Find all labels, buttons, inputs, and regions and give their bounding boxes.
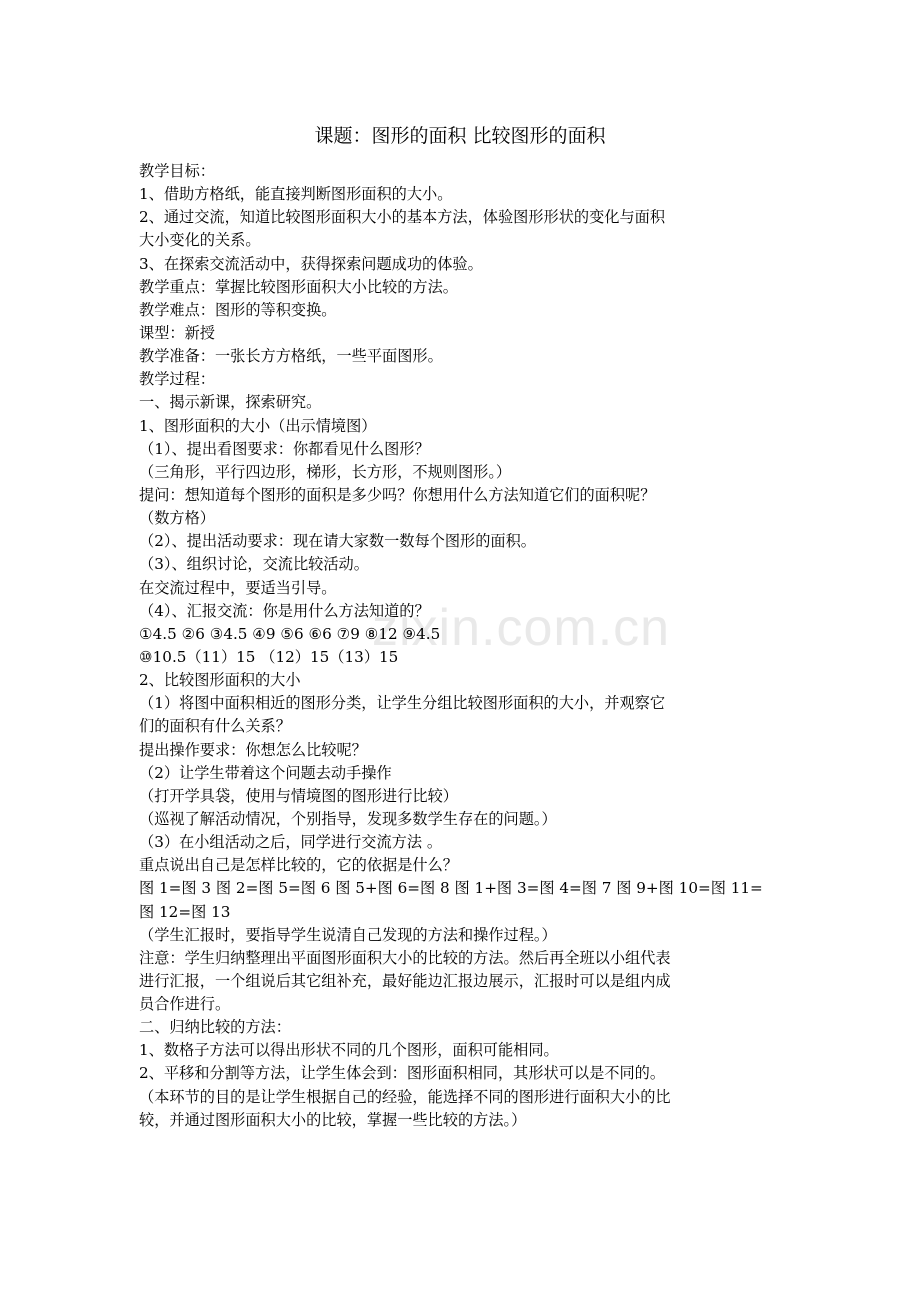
text-line: 重点说出自己是怎样比较的，它的依据是什么？ — [139, 856, 458, 875]
text-line: 图 12=图 13 — [139, 902, 231, 921]
text-line: 课型：新授 — [139, 323, 215, 342]
text-line: 进行汇报，一个组说后其它组补充，最好能边汇报边展示，汇报时可以是组内成 — [139, 971, 671, 990]
text-line: 图 1=图 3 图 2=图 5=图 6 图 5+图 6=图 8 图 1+图 3=图 4=图 7 图 9+图 10=图 11= — [139, 879, 763, 898]
text-line: （2）让学生带着这个问题去动手操作 — [139, 763, 392, 782]
text-line: 教学准备：一张长方方格纸，一些平面图形。 — [139, 347, 443, 366]
text-line: （打开学具袋，使用与情境图的图形进行比较） — [139, 786, 458, 805]
text-line: （1）将图中面积相近的图形分类，让学生分组比较图形面积的大小，并观察它 — [139, 694, 666, 713]
text-line: 较，并通过图形面积大小的比较，掌握一些比较的方法。） — [139, 1110, 527, 1129]
text-line: 3、在探索交流活动中，获得探索问题成功的体验。 — [139, 254, 483, 273]
text-line: 注意：学生归纳整理出平面图形面积大小的比较的方法。然后再全班以小组代表 — [139, 948, 671, 967]
text-line: 2、通过交流，知道比较图形面积大小的基本方法，体验图形形状的变化与面积 — [139, 208, 666, 227]
text-line: 1、数格子方法可以得出形状不同的几个图形，面积可能相同。 — [139, 1041, 559, 1060]
text-line: 提问：想知道每个图形的面积是多少吗？你想用什么方法知道它们的面积呢？ — [139, 485, 656, 504]
watermark: zixin.com.cn — [372, 599, 671, 657]
document-body — [139, 160, 799, 1132]
text-line: 教学过程： — [139, 370, 215, 389]
text-line: 2、比较图形面积的大小 — [139, 671, 301, 690]
text-line: （三角形，平行四边形，梯形，长方形，不规则图形。） — [139, 462, 512, 481]
text-line: （3）在小组活动之后，同学进行交流方法 。 — [139, 833, 443, 852]
text-line: （2）、提出活动要求：现在请大家数一数每个图形的面积。 — [139, 532, 536, 551]
text-line: 1、借助方格纸，能直接判断图形面积的大小。 — [139, 185, 453, 204]
text-line: 教学重点：掌握比较图形面积大小比较的方法。 — [139, 277, 458, 296]
text-line: （3）、组织讨论，交流比较活动。 — [139, 555, 369, 574]
text-line: （数方格） — [139, 509, 215, 528]
text-line: 一、揭示新课，探索研究。 — [139, 393, 322, 412]
text-line: （本环节的目的是让学生根据自己的经验，能选择不同的图形进行面积大小的比 — [139, 1087, 671, 1106]
text-line: （1）、提出看图要求：你都看见什么图形？ — [139, 439, 430, 458]
text-line: 1、图形面积的大小（出示情境图） — [139, 416, 377, 435]
text-line: 大小变化的关系。 — [139, 231, 261, 250]
text-line: 们的面积有什么关系？ — [139, 717, 291, 736]
text-line: 二、归纳比较的方法： — [139, 1018, 291, 1037]
text-line: 教学难点：图形的等积变换。 — [139, 300, 337, 319]
text-line: （巡视了解活动情况，个别指导，发现多数学生存在的问题。） — [139, 809, 557, 828]
text-line: 教学目标： — [139, 162, 215, 180]
text-line: 在交流过程中，要适当引导。 — [139, 578, 337, 597]
text-line: ⑩10.5（11）15 （12）15（13）15 — [139, 647, 399, 666]
text-line: 员合作进行。 — [139, 995, 231, 1014]
text-line: 提出操作要求：你想怎么比较呢？ — [139, 740, 367, 759]
document-title: 课题：图形的面积 比较图形的面积 — [314, 125, 606, 147]
text-line: （学生汇报时，要指导学生说清自己发现的方法和操作过程。） — [139, 925, 557, 944]
text-line: ①4.5 ②6 ③4.5 ④9 ⑤6 ⑥6 ⑦9 ⑧12 ⑨4.5 — [139, 624, 441, 643]
text-line: （4）、汇报交流：你是用什么方法知道的？ — [139, 601, 430, 620]
text-line: 2、平移和分割等方法，让学生体会到：图形面积相同，其形状可以是不同的。 — [139, 1064, 666, 1083]
